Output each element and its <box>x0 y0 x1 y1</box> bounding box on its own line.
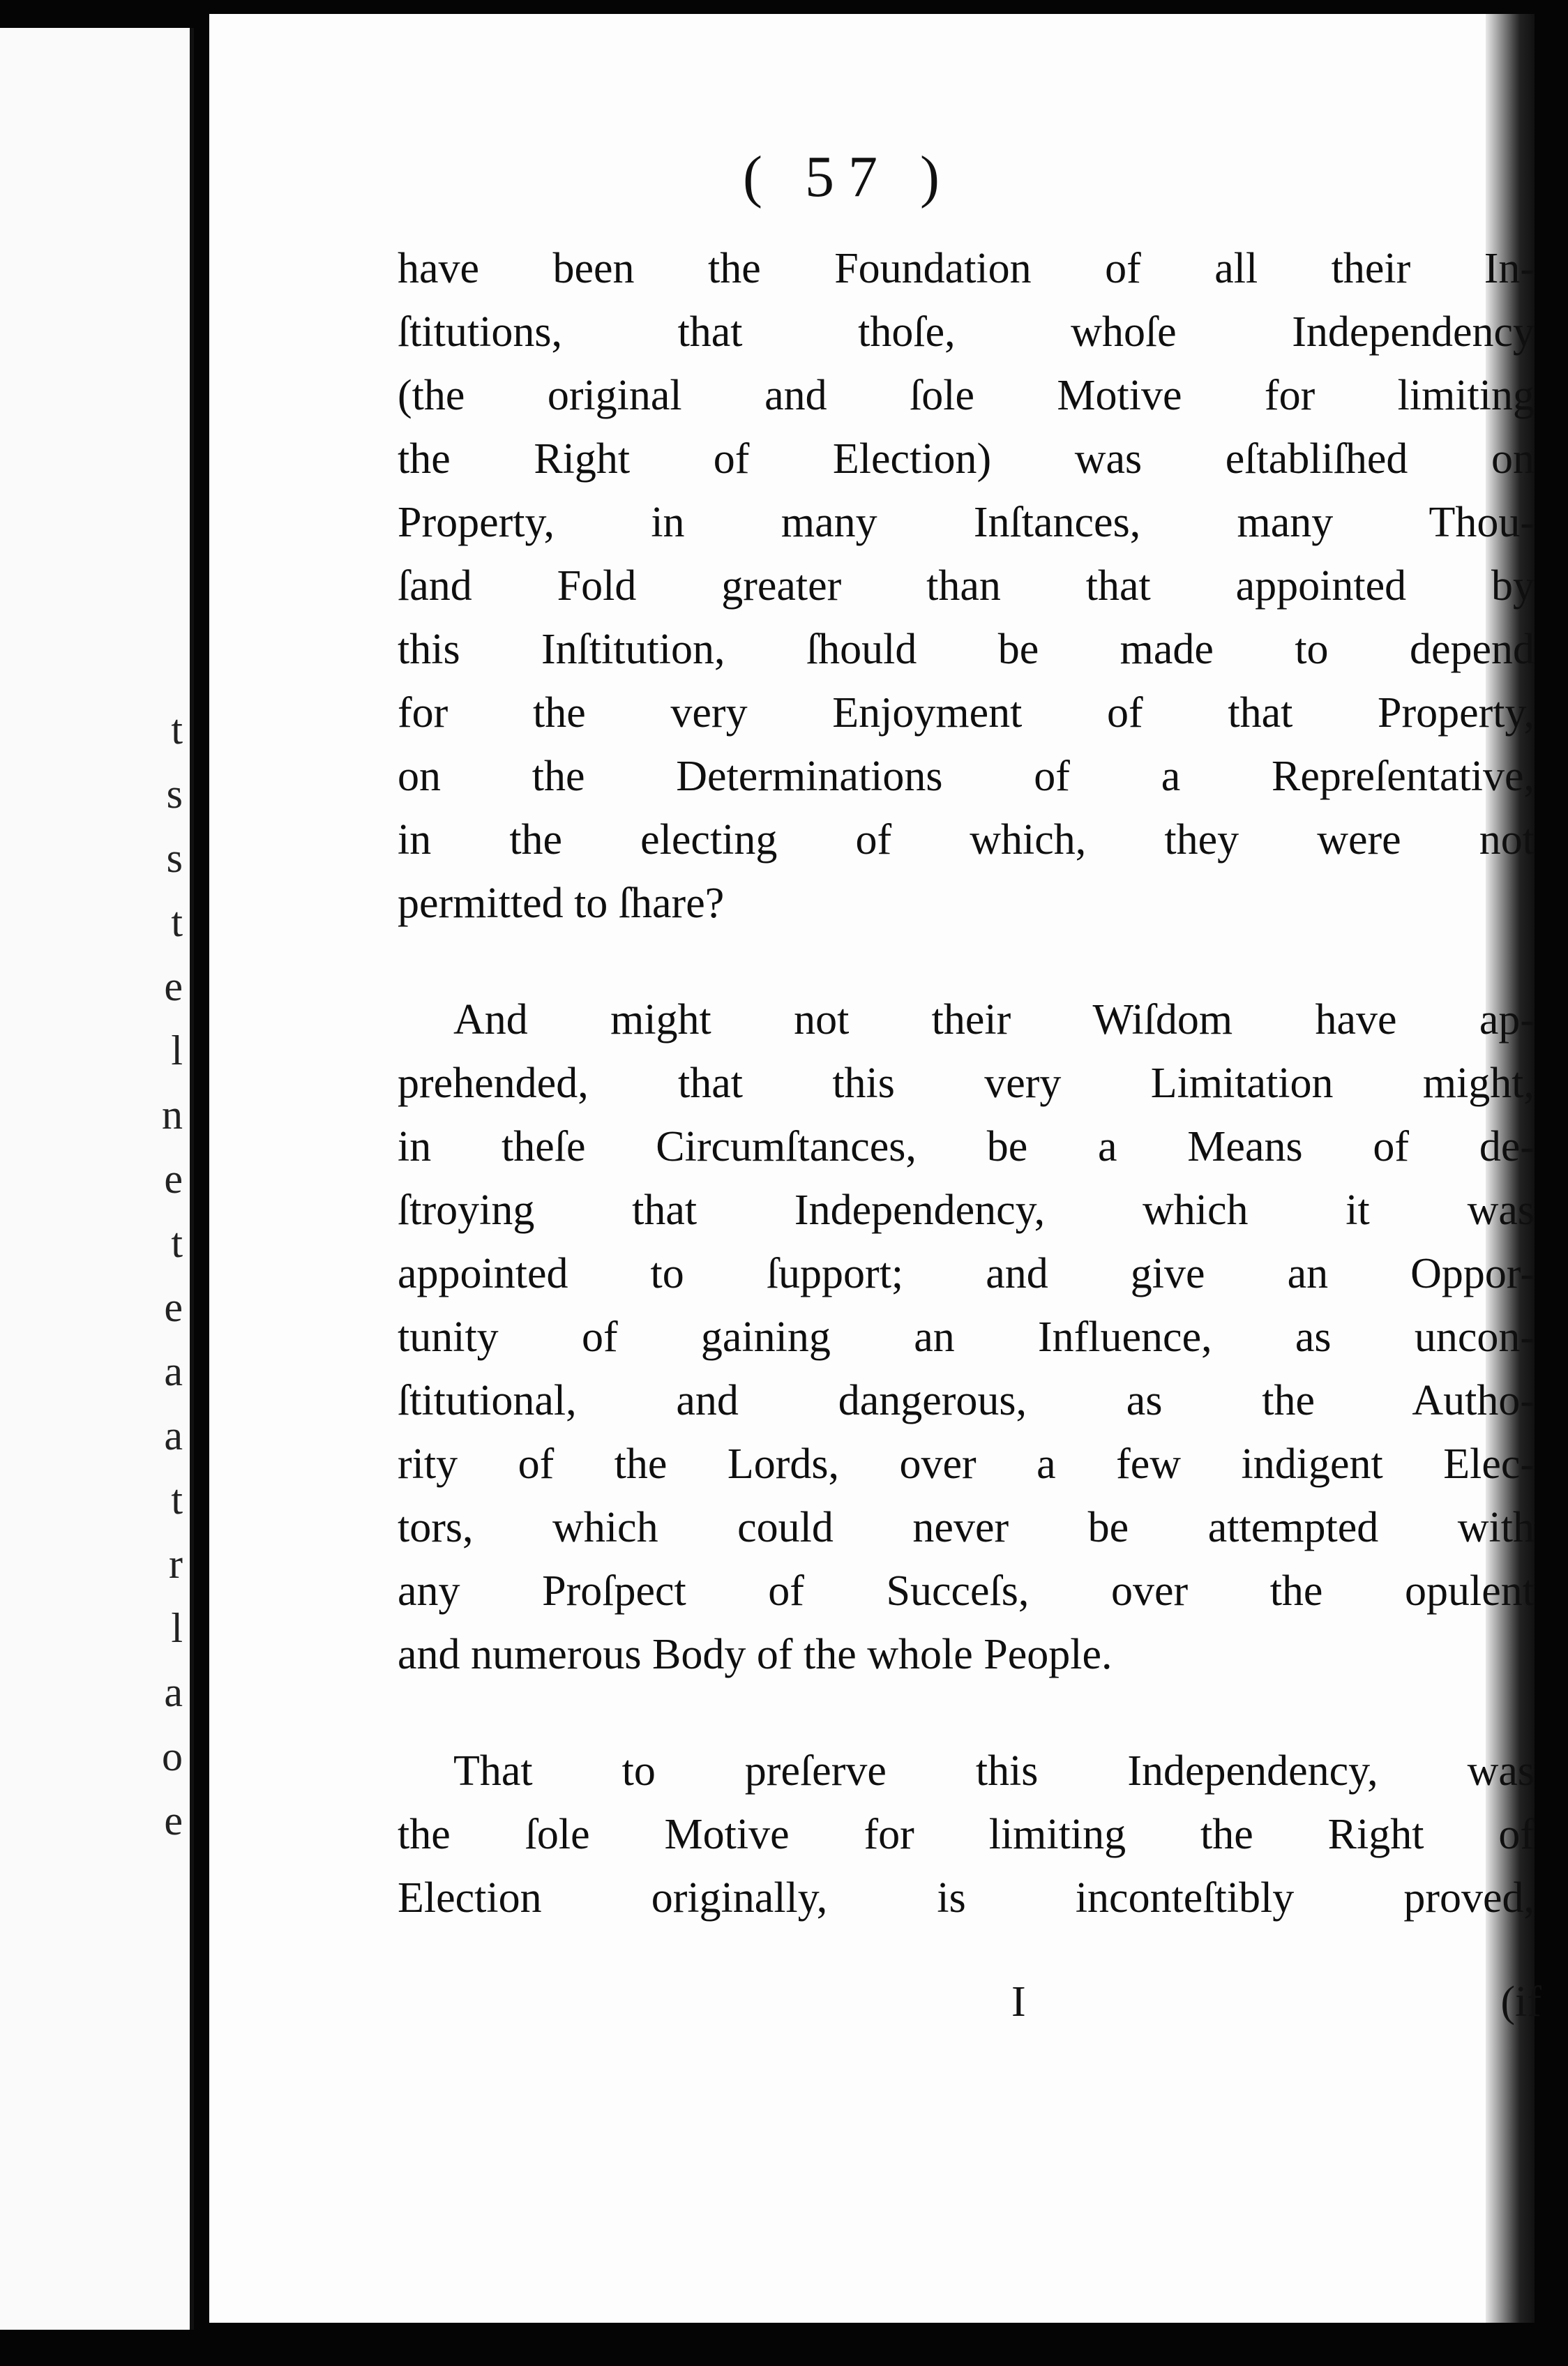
text-line: And might not their Wiſdom have ap- <box>453 996 1535 1043</box>
edge-char: a <box>164 1348 183 1394</box>
edge-char: t <box>171 899 183 945</box>
text-line: permitted to ſhare? <box>398 880 725 927</box>
text-line: ſand Fold greater than that appointed by <box>398 562 1535 610</box>
text-line: appointed to ſupport; and give an Oppor- <box>398 1250 1535 1297</box>
text-line: ſtitutions, that thoſe, whoſe Independency <box>398 308 1535 356</box>
paragraph-2 <box>398 988 1535 1687</box>
text-line: (the original and ſole Motive for limiting <box>398 372 1535 419</box>
left-page-edge-characters <box>155 698 183 1853</box>
text-line: the ſole Motive for limiting the Right of <box>398 1811 1535 1858</box>
edge-char: e <box>164 1156 183 1202</box>
body-text <box>398 237 1535 1983</box>
text-line: and numerous Body of the whole People. <box>398 1631 1113 1678</box>
edge-char: r <box>169 1541 183 1587</box>
text-line: for the very Enjoyment of that Property, <box>398 689 1535 737</box>
text-line: have been the Foundation of all their In- <box>398 245 1535 292</box>
text-line: Election originally, is inconteſtibly proved, <box>398 1874 1535 1922</box>
text-line: prehended, that this very Limitation might, <box>398 1060 1535 1107</box>
text-line: Property, in many Inſtances, many Thou- <box>398 499 1535 546</box>
edge-char: o <box>162 1733 183 1779</box>
edge-char: t <box>171 1220 183 1266</box>
text-line: on the Determinations of a Repreſentative, <box>398 753 1535 800</box>
text-line: any Proſpect of Succeſs, over the opulent <box>398 1567 1535 1615</box>
edge-char: n <box>162 1092 183 1138</box>
edge-char: l <box>171 1027 183 1073</box>
text-line: in theſe Circumſtances, be a Means of de- <box>398 1123 1535 1170</box>
edge-char: s <box>166 771 183 817</box>
edge-char: e <box>164 1798 183 1844</box>
edge-char: a <box>164 1412 183 1459</box>
edge-char: s <box>166 835 183 881</box>
edge-char: a <box>164 1669 183 1715</box>
text-line: this Inſtitution, ſhould be made to depend <box>398 626 1535 673</box>
text-line: That to preſerve this Independency, was <box>453 1747 1535 1795</box>
text-line: tunity of gaining an Influence, as uncon- <box>398 1313 1535 1361</box>
edge-char: l <box>171 1605 183 1651</box>
edge-char: t <box>171 707 183 753</box>
text-line: rity of the Lords, over a few indigent Elec- <box>398 1440 1535 1488</box>
text-line: the Right of Election) was eſtabliſhed on <box>398 435 1535 483</box>
book-page <box>209 14 1541 2323</box>
edge-char: e <box>164 963 183 1009</box>
catchword: (if <box>1500 1978 1541 2026</box>
page-number: ( 57 ) <box>743 144 953 209</box>
left-page-fragment <box>0 28 194 2330</box>
signature-mark: I <box>1011 1978 1026 2026</box>
paragraph-1 <box>398 237 1535 935</box>
text-line: ſtroying that Independency, which it was <box>398 1186 1535 1234</box>
text-line: tors, which could never be attempted with <box>398 1504 1535 1551</box>
paragraph-3 <box>398 1740 1535 1930</box>
edge-char: e <box>164 1284 183 1330</box>
text-line: ſtitutional, and dangerous, as the Autho- <box>398 1377 1535 1424</box>
text-line: in the electing of which, they were not <box>398 816 1535 864</box>
edge-char: t <box>171 1477 183 1523</box>
